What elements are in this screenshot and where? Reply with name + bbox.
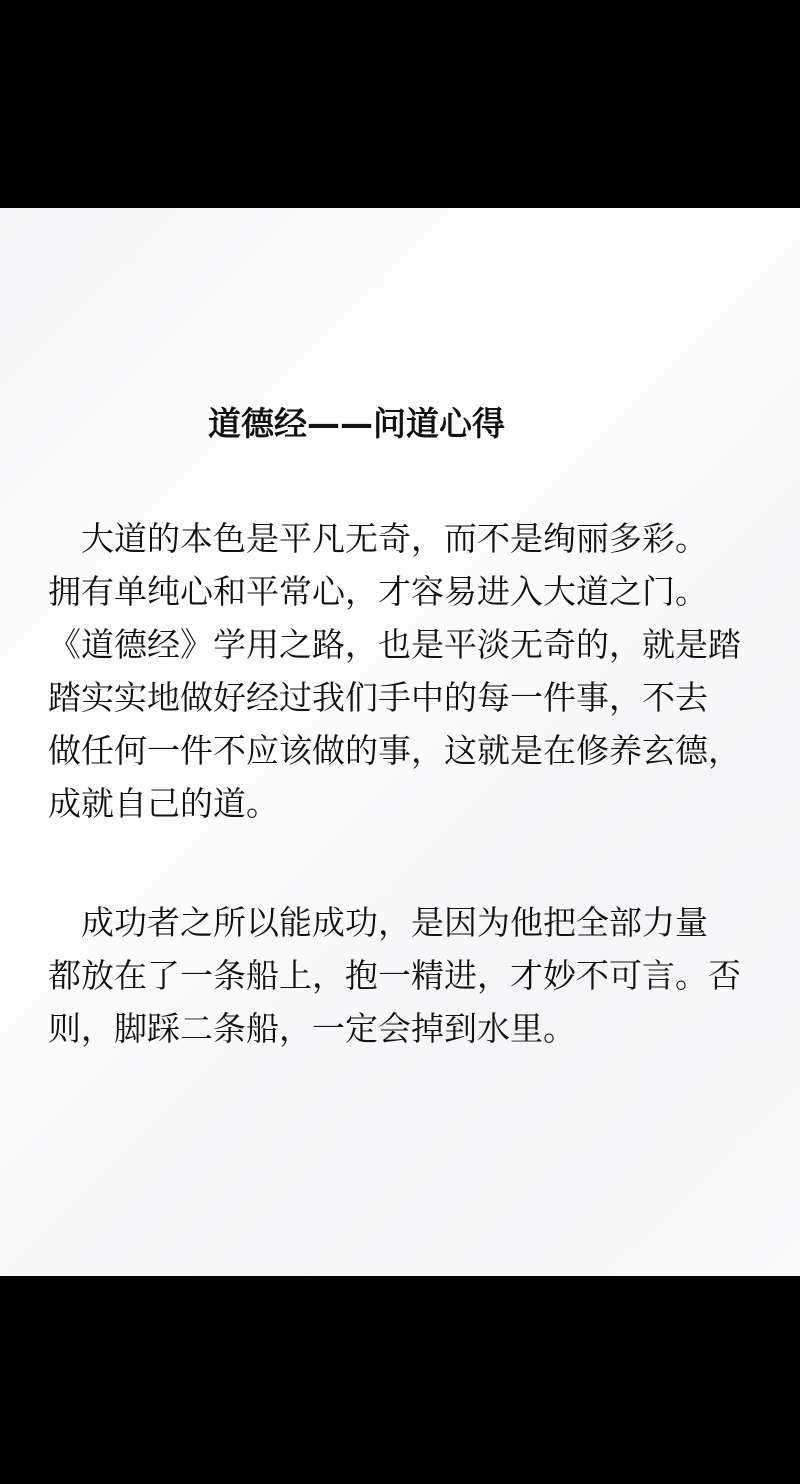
- top-letterbox-bar: [0, 0, 800, 208]
- bottom-letterbox-bar: [0, 1276, 800, 1484]
- paragraph-line: 拥有单纯心和平常心，才容易进入大道之门。: [48, 572, 708, 611]
- paragraph-line: 大道的本色是平凡无奇，而不是绚丽多彩。: [48, 519, 708, 558]
- paragraph-line: 都放在了一条船上，抱一精进，才妙不可言。否: [48, 956, 741, 995]
- paragraph-line: 成就自己的道。: [48, 784, 279, 823]
- document-page: [0, 208, 800, 1276]
- paragraph-line: 踏实实地做好经过我们手中的每一件事，不去: [48, 678, 708, 717]
- paragraph-2: [48, 896, 760, 1055]
- paragraph-line: 做任何一件不应该做的事，这就是在修养玄德，: [48, 731, 741, 770]
- paragraph-line: 则，脚踩二条船，一定会掉到水里。: [48, 1009, 576, 1048]
- paragraph-1: [48, 512, 760, 830]
- paragraph-line: 《道德经》学用之路，也是平淡无奇的，就是踏: [48, 625, 741, 664]
- document-title: 道德经——问道心得: [208, 404, 505, 443]
- paragraph-line: 成功者之所以能成功，是因为他把全部力量: [48, 903, 708, 942]
